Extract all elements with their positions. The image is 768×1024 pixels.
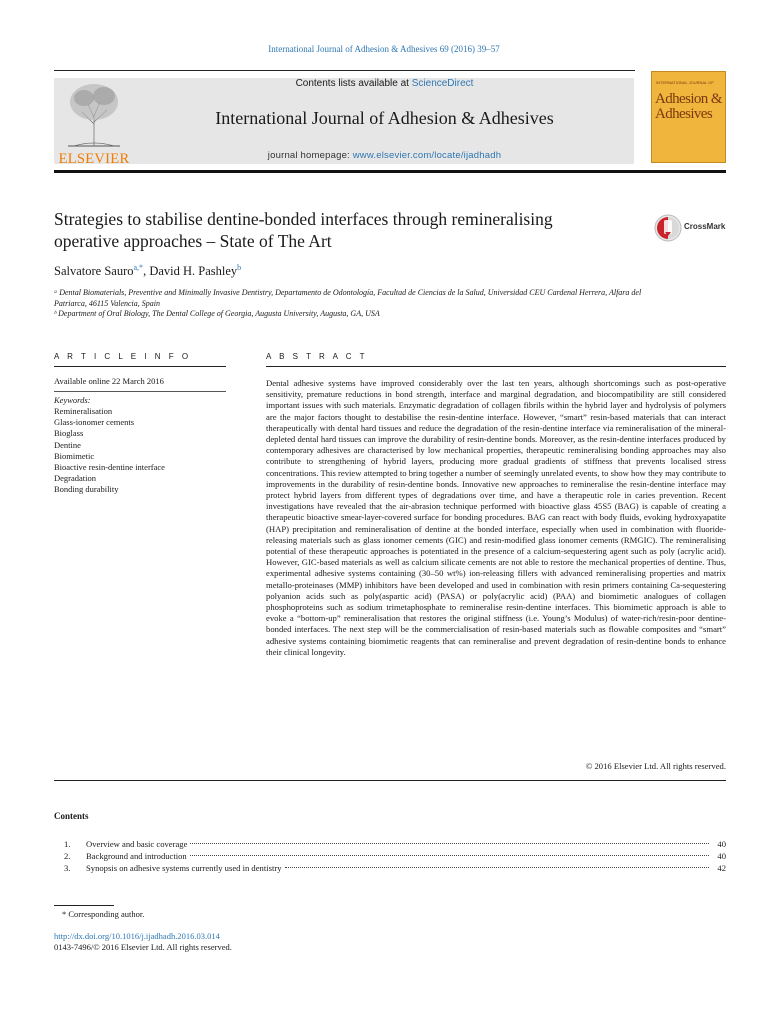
toc-leader-dots: [190, 855, 709, 856]
cover-small-text: INTERNATIONAL JOURNAL OF: [656, 80, 714, 85]
abstract-rule: [266, 366, 726, 367]
keyword: Bonding durability: [54, 484, 119, 495]
toc-entry[interactable]: [64, 863, 726, 875]
keywords-label: Keywords:: [54, 395, 91, 405]
affiliation-b: ᵇ Department of Oral Biology, The Dental College of Georgia, Augusta University, Augusta, GA, USA: [54, 309, 380, 318]
keyword: Degradation: [54, 473, 97, 484]
journal-title: International Journal of Adhesion & Adhesives: [215, 108, 554, 128]
author-name[interactable]: David H. Pashley: [149, 264, 238, 279]
keyword: Bioglass: [54, 428, 84, 439]
sciencedirect-link[interactable]: ScienceDirect: [411, 78, 474, 89]
toc-leader-dots: [190, 843, 709, 844]
available-online-date: Available online 22 March 2016: [54, 376, 164, 386]
keyword-list: [54, 406, 165, 496]
toc-leader-dots: [285, 867, 710, 868]
journal-homepage-line: [135, 150, 634, 161]
toc-page: 40: [717, 851, 726, 861]
toc-entry[interactable]: [64, 839, 726, 851]
toc-title[interactable]: Background and introduction: [86, 851, 187, 861]
contents-prefix: Contents lists available at: [295, 78, 412, 89]
article-title: Strategies to stabilise dentine-bonded interfaces through remineralising operative approaches – State of The Art: [54, 209, 553, 251]
crossmark-label[interactable]: CrossMark: [684, 222, 726, 231]
doi-link[interactable]: http://dx.doi.org/10.1016/j.ijadhadh.2016.03.014: [54, 931, 220, 941]
toc-page: 42: [717, 863, 726, 873]
abstract-text: Dental adhesive systems have improved considerably over the last ten years, although shortcomings such as post-operative sensitivity, premature reductions in bond strength, interface and marginal degradation, and biocompatibility are still considered important issues with such materials. Enzymatic degradation of collagen fibrils within the hybrid layer and hydrolysis of polymers are the major factors thought to destabilise the resin-dentine interface. However, “smart” resin-based materials that can interact therapeutically with dental hard tissues and reduce the degradation of the resin-dentine interface via remineralisation of the mineral-depleted dental hard tissues can improve the durability of resin-dentine bonds. Moreover, as the resin-dentine interfaces produced by contemporary adhesives are characterised by low mechanical properties, therapeutic remineralising bonding approaches may also contribute to strengthening of hybrid layers, producing more gradual gradients of stiffness that prevents localised stress concentrations. This review attempted to bring together a number of seemingly unrelated events, to show how they may contribute to improvements in the durability of resin-dentine bonds. Innovative new approaches to remineralise the resin-dentine interface may protect hybrid layers from different types of degradations over time, and have a therapeutic role in caries prevention. Recent investigations have revealed that the air-abrasion technique performed with bioactive glass 45S5 (BAG) is capable of creating a therapeutic bioactive smear-layer-covered surface for bonding procedures. BAG can react with body fluids, evoking hydroxyapatite (HAP) precipitation and remineralisation of dentine at the bonded interface, especially when used in combination with fluoride-releasing materials such as glass ionomer cements (GIC) and resin-modified glass ionomer cements (RMGIC). The remineralising potential of these therapeutic approaches is potentiated in the presence of a calcium-sequestering agent such as poly (acrylic acid). However, GIC-based materials as well as calcium silicate cements are not able to restore the mechanical properties of dentine. Thus, experimental adhesive systems containing (30–50 wt%) ion-releasing fillers with advanced remineralising properties and matrix metallo-proteinases (MMP) inhibitors have been developed and used in combination with resin primers containing Ca-sequestering polyanion acids such as poly(aspartic acid) (PASA) or poly(acrylic acid) (PAA) and biomimetic analogues of collagen phosphoproteins such as sodium trimetaphosphate to remineralise resin-dentine interfaces. This biomimetic approach is able to evoke a “bottom-up” remineralisation that restores the original stiffness (i.e. Young’s Modulus) of water-rich/resin-poor dentine-bonded interfaces. The next step will be the commercialisation of resin-based materials such as flowable composites and “smart” adhesive systems containing biomimetic reagents that can remineralise and prevent degradation of resin-dentine bonds to enhance their clinical longevity.: [266, 378, 726, 657]
author-affiliation-marker[interactable]: b: [237, 263, 242, 272]
toc-number: 3.: [64, 863, 71, 873]
elsevier-wordmark: ELSEVIER: [58, 151, 130, 166]
article-info-heading: A R T I C L E I N F O: [54, 352, 192, 361]
author-affiliation-marker[interactable]: a,*: [133, 263, 144, 272]
article-info-rule: [54, 366, 226, 367]
abstract-copyright: © 2016 Elsevier Ltd. All rights reserved.: [585, 761, 726, 771]
journal-reference-link[interactable]: International Journal of Adhesion & Adhesives 69 (2016) 39–57: [268, 44, 500, 54]
corresponding-author-note: * Corresponding author.: [62, 909, 145, 919]
toc-title[interactable]: Overview and basic coverage: [86, 839, 188, 849]
crossmark-icon: [653, 213, 683, 243]
author-list: [54, 263, 241, 279]
cover-title: Adhesion & Adhesives: [655, 91, 722, 122]
keyword: Bioactive resin-dentine interface: [54, 462, 165, 473]
contents-heading: Contents: [54, 811, 89, 821]
keyword: Glass-ionomer cements: [54, 417, 135, 428]
article-info-divider: [54, 391, 226, 392]
footnote-rule: [54, 905, 114, 906]
toc-title[interactable]: Synopsis on adhesive systems currently used in dentistry: [86, 863, 282, 873]
author-name[interactable]: Salvatore Sauro: [54, 264, 134, 279]
header-thick-rule: [54, 170, 726, 173]
elsevier-logo: [54, 74, 134, 166]
toc-number: 2.: [64, 851, 71, 861]
author-separator: ,: [143, 264, 150, 279]
toc-page: 40: [717, 839, 726, 849]
keyword: Biomimetic: [54, 450, 95, 461]
abstract-bottom-rule: [54, 780, 726, 781]
journal-cover: [651, 71, 726, 163]
toc-number: 1.: [64, 839, 71, 849]
top-rule: [54, 70, 635, 71]
homepage-link[interactable]: www.elsevier.com/locate/ijadhadh: [352, 150, 502, 161]
toc-entry[interactable]: [64, 851, 726, 863]
contents-available-line: [135, 78, 634, 89]
keyword: Dentine: [54, 439, 81, 450]
issn-copyright: 0143-7496/© 2016 Elsevier Ltd. All rights reserved.: [54, 942, 232, 952]
abstract-heading: A B S T R A C T: [266, 352, 368, 361]
keyword: Remineralisation: [54, 406, 113, 416]
homepage-prefix: journal homepage:: [267, 150, 353, 161]
affiliation-a: ᵃ Dental Biomaterials, Preventive and Minimally Invasive Dentistry, Departamento de Odontología, Facultad de Ciencias de la Salud, Universidad CEU Cardenal Herrera, Alfara del Patriarca, 46115 Valencia, Spain: [54, 288, 642, 308]
